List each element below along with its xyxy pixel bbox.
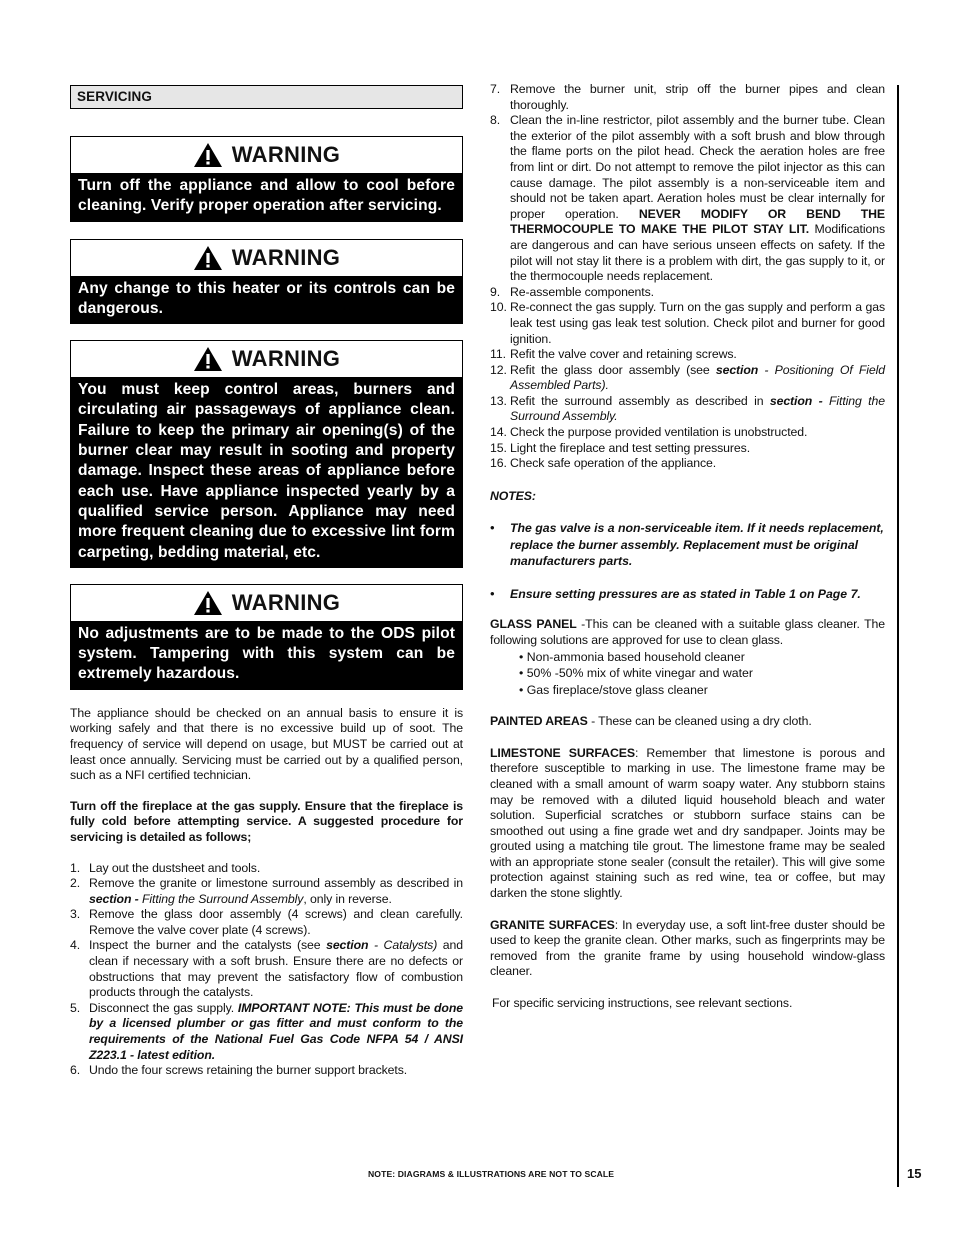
footer-note: NOTE: DIAGRAMS & ILLUSTRATIONS ARE NOT TO SCALE xyxy=(368,1169,615,1179)
intro-paragraph: The appliance should be checked on an annual basis to ensure it is working safely and that there is no excessive build up of soot. The frequency of service will depend on usage, but MUST be carried out at least once annually. Servicing must be carried out by a qualified person, such as a NFI certified technician. xyxy=(70,705,463,783)
warning-triangle-icon xyxy=(193,142,223,168)
warning-body: No adjustments are to be made to the ODS pilot system. Tampering with this system can be extremely hazardous. xyxy=(71,621,462,689)
section-heading: SERVICING xyxy=(70,85,463,109)
left-column xyxy=(70,85,463,1079)
right-column xyxy=(490,82,885,1012)
list-item: 1. Lay out the dustsheet and tools. xyxy=(70,860,261,875)
limestone-paragraph: LIMESTONE SURFACES: Remember that limestone is porous and therefore susceptible to marking in use. The limestone frame may be cleaned with a small amount of warm soapy water. Any stubborn stains may be removed with a diluted liquid household bleach and water solution. Superficial scratches or stubborn surface stains can be smoothed out using a fine grade wet and dry sandpaper. Joints may be grouted using a matching tile grout. The limestone frame may be sealed with an appropriate stone sealer (consult the retailer). This will give some protection against staining such as red wine, tea or coffee, but may darken the stone slightly. xyxy=(490,745,885,901)
warning-box-2 xyxy=(70,239,463,325)
warning-box-4 xyxy=(70,584,463,690)
list-item: 10. Re-connect the gas supply. Turn on the gas supply and perform a gas leak test using gas leak test solution. Check pilot and burner for good ignition. xyxy=(490,300,885,346)
list-item: 15. Light the fireplace and test setting pressures. xyxy=(490,440,751,455)
warning-title: WARNING xyxy=(231,142,341,167)
granite-paragraph: GRANITE SURFACES: In everyday use, a soft lint-free duster should be used to keep the granite clean. Other marks, such as fingerprints may be removed from the granite frame by using household window-glass cleaner. xyxy=(490,917,885,979)
note-item: • The gas valve is a non-serviceable item. If it needs replacement, replace the burner assembly. Replacement must be original manufacturers parts. xyxy=(490,521,884,569)
procedure-steps-right xyxy=(490,82,885,472)
list-item: 7. Remove the burner unit, strip off the burner pipes and clean thoroughly. xyxy=(490,82,885,112)
list-item: 2. Remove the granite or limestone surround assembly as described in section - Fitting the Surround Assembly, only in reverse. xyxy=(70,876,463,906)
list-item: 3. Remove the glass door assembly (4 screws) and clean carefully. Remove the valve cover plate (4 screws). xyxy=(70,907,463,937)
glass-cleaner-list xyxy=(490,649,885,699)
procedure-intro: Turn off the fireplace at the gas supply. Ensure that the fireplace is fully cold before attempting service. A suggested procedure for servicing is detailed as follows; xyxy=(70,798,463,844)
list-item: 14. Check the purpose provided ventilation is unobstructed. xyxy=(490,425,808,440)
glass-panel-paragraph: GLASS PANEL -This can be cleaned with a suitable glass cleaner. The following solutions are approved for use to clean glass. xyxy=(490,617,885,648)
list-item: 12. Refit the glass door assembly (see section - Positioning Of Field Assembled Parts). xyxy=(490,362,885,393)
list-item: 16. Check safe operation of the appliance. xyxy=(490,456,717,471)
warning-triangle-icon xyxy=(193,590,223,616)
list-item: 5. Disconnect the gas supply. IMPORTANT NOTE: This must be done by a licensed plumber or gas fitter and must conform to the requirements of the National Fuel Gas Code NFPA 54 / ANSI Z223.1 - latest edition. xyxy=(70,1000,463,1062)
painted-areas-paragraph: PAINTED AREAS - These can be cleaned using a dry cloth. xyxy=(490,714,812,729)
list-item: • Non-ammonia based household cleaner xyxy=(519,649,745,664)
list-item: 9. Re-assemble components. xyxy=(490,284,654,299)
notes-heading: NOTES: xyxy=(490,488,536,503)
list-item: 6. Undo the four screws retaining the burner support brackets. xyxy=(70,1063,408,1078)
list-item: • 50% -50% mix of white vinegar and water xyxy=(519,666,753,681)
procedure-steps-left xyxy=(70,861,463,1079)
warning-triangle-icon xyxy=(193,245,223,271)
list-item: • Gas fireplace/stove glass cleaner xyxy=(519,682,708,697)
list-item: 11. Refit the valve cover and retaining screws. xyxy=(490,347,737,362)
warning-body: You must keep control areas, burners and circulating air passageways of appliance clean. Failure to keep the primary air opening(s) of the burner clear may result in sooting and property damage. Inspect these areas of appliance before each use. Have appliance inspected yearly by a qualified service person. Appliance may need more frequent cleaning due to excessive lint form carpeting, bedding material, etc. xyxy=(71,377,462,567)
list-item: 8. Clean the in-line restrictor, pilot assembly and the burner tube. Clean the exterior of the pilot assembly with a soft brush and blow through the flame ports on the pilot head. Check the aeration holes are free from lint or dirt. Do not attempt to remove the pilot injector as this can cause damage. The pilot assembly is a non-serviceable item and should not be taken apart. Aeration holes must be clear internally for proper operation. NEVER MODIFY OR BEND THE THERMOCOUPLE TO MAKE THE PILOT STAY LIT. Modifications are dangerous and can have serious unseen effects on safety. If the pilot will not stay lit there is a problem with dirt, the gas supply to it, or the thermocouple needs replacement. xyxy=(490,113,885,284)
warning-body: Any change to this heater or its controls can be dangerous. xyxy=(71,276,462,324)
warning-box-3 xyxy=(70,340,463,568)
warning-title: WARNING xyxy=(231,346,341,372)
margin-rule xyxy=(897,85,899,1187)
warning-body: Turn off the appliance and allow to cool before cleaning. Verify proper operation after servicing. xyxy=(71,173,462,221)
warning-title: WARNING xyxy=(231,589,341,615)
warning-title: WARNING xyxy=(231,244,341,270)
note-item: • Ensure setting pressures are as stated in Table 1 on Page 7. xyxy=(490,586,861,601)
warning-triangle-icon xyxy=(193,346,223,372)
list-item: 4. Inspect the burner and the catalysts (see section - Catalysts) and clean if necessary with a soft brush. Ensure there are no defects or obstructions that may prevent the satisfactory flow of combustion products through the catalysts. xyxy=(70,938,463,1000)
list-item: 13. Refit the surround assembly as described in section - Fitting the Surround Assembly. xyxy=(490,393,885,424)
closing-paragraph: For specific servicing instructions, see relevant sections. xyxy=(492,996,793,1011)
page-number: 15 xyxy=(907,1166,922,1181)
warning-box-1 xyxy=(70,136,463,222)
